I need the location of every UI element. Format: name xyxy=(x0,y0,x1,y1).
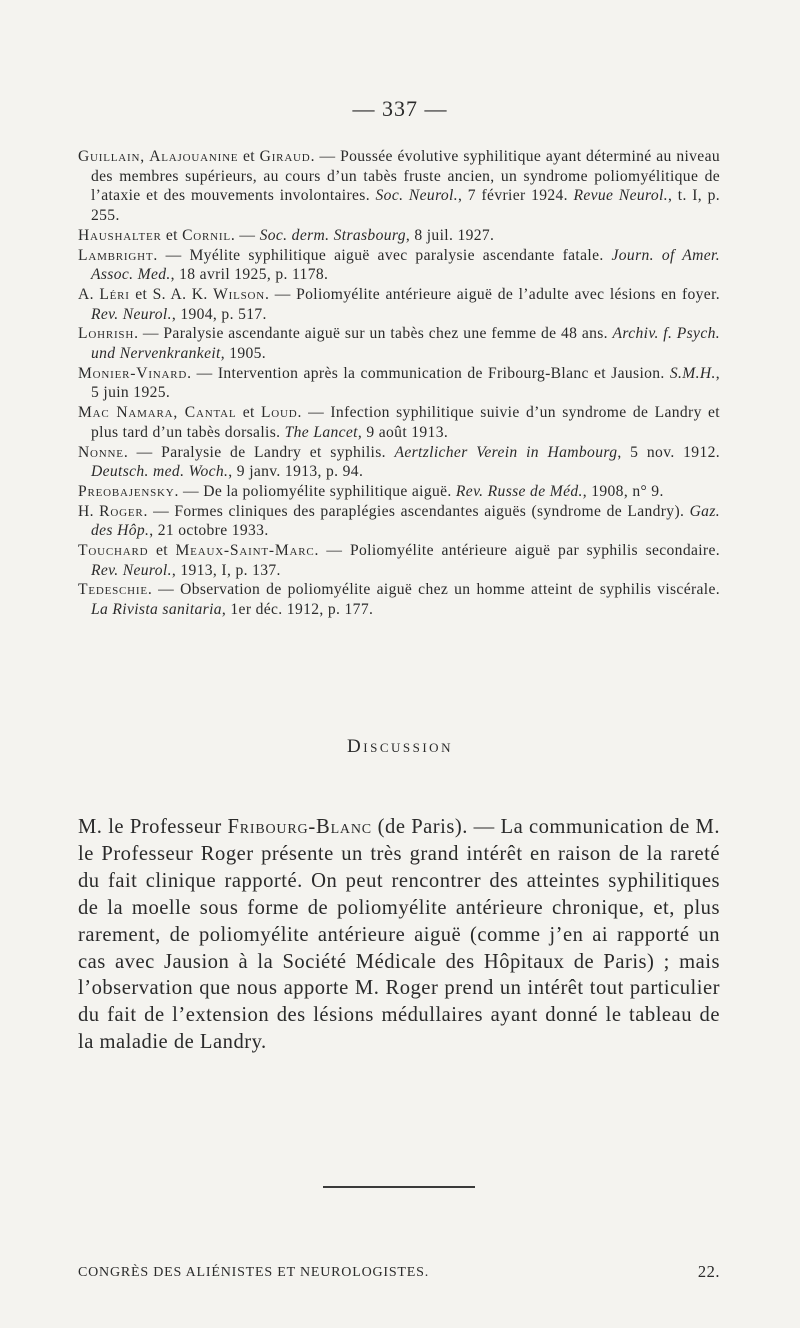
ref-author: Tedeschie xyxy=(78,581,148,599)
ref-text: , 18 avril 1925, p. 1178. xyxy=(170,266,329,284)
ref-text: , 7 février 1924. xyxy=(458,187,574,205)
ref-author: Lohrish xyxy=(78,325,135,343)
ref-text: , 21 octobre 1933. xyxy=(149,522,269,540)
reference-item xyxy=(78,403,720,442)
ref-text: , t. I, p. 255. xyxy=(91,187,720,225)
ref-text: . — Paralysie ascendante aiguë sur un tabès chez une femme de 48 ans. xyxy=(134,325,613,343)
ref-text: . — Poussée évolutive syphilitique ayant déterminé au niveau des membres supérieurs, au cours d’un tabès fruste ancien, un syndrome poliomyélitique de l’ataxie et des mouvements involontaires. xyxy=(91,148,720,205)
ref-text: . — Observation de poliomyélite aiguë chez un homme atteint de syphilis viscérale. xyxy=(147,581,720,599)
ref-text: . — Formes cliniques des paraplégies ascendantes aiguës (syndrome de Landry). xyxy=(143,502,690,520)
ref-author: Nonne xyxy=(78,443,124,461)
reference-item xyxy=(78,285,720,324)
ref-text: . — Poliomyélite antérieure aiguë de l’adulte avec lésions en foyer. xyxy=(265,285,720,303)
ref-author: Meaux-Saint-Marc xyxy=(175,542,315,560)
ref-journal: Journ. of Amer. Assoc. Med. xyxy=(91,246,720,284)
ref-text: . — Intervention après la communication de Fribourg-Blanc et Jausion. xyxy=(187,364,670,382)
discussion-speaker: Fribourg-Blanc xyxy=(227,816,372,838)
ref-text: . — Poliomyélite antérieure aiguë par syphilis secondaire. xyxy=(314,542,720,560)
reference-item xyxy=(78,364,720,403)
ref-text: . — De la poliomyélite syphilitique aiguë. xyxy=(174,482,456,500)
reference-item xyxy=(78,147,720,226)
ref-journal: Gaz. des Hôp. xyxy=(91,502,720,540)
reference-list xyxy=(78,147,720,620)
ref-text: , 5 nov. 1912. xyxy=(617,443,720,461)
ref-journal: Soc. derm. Strasbourg xyxy=(259,226,406,244)
ref-author: Roger xyxy=(99,502,144,520)
discussion-body: (de Paris). — La communication de M. le Professeur Roger présente un très grand intérêt en raison de la rareté du fait clinique rapporté. On peut rencontrer des atteintes syphilitiques de la moelle sous forme de poliomyélite antérieure chronique, et, plus rarement, de poliomyélite antérieure aiguë (comme j’en ai rapporté un cas avec Jausion à la Société Médicale des Hôpitaux de Paris) ; mais l’observation que nous apporte M. Roger prend un intérêt tout particulier du fait de l’extension des lésions médullaires ayant donné le tableau de la maladie de Landry. xyxy=(78,816,720,1054)
ref-text: et xyxy=(161,226,183,244)
discussion-paragraph xyxy=(78,814,720,1056)
reference-item xyxy=(78,482,720,502)
ref-journal: Revue Neurol. xyxy=(573,187,668,205)
reference-item xyxy=(78,541,720,580)
ref-text: et S. A. K. xyxy=(129,285,214,303)
ref-text: . — Paralysie de Landry et syphilis. xyxy=(123,443,395,461)
ref-journal: The Lancet xyxy=(284,423,358,441)
ref-text: , 1913, I, p. 137. xyxy=(171,561,281,579)
ref-author: Mac Namara, Cantal xyxy=(78,404,237,422)
section-title: Discussion xyxy=(347,736,453,757)
reference-item xyxy=(78,246,720,285)
ref-author: Lambright xyxy=(78,246,154,264)
reference-item xyxy=(78,443,720,482)
ref-text: , 9 janv. 1913, p. 94. xyxy=(228,463,364,481)
footer-running-title: CONGRÈS DES ALIÉNISTES ET NEUROLOGISTES. xyxy=(78,1265,430,1280)
reference-item xyxy=(78,580,720,619)
ref-author: Monier-Vinard xyxy=(78,364,188,382)
ref-text: . — Myélite syphilitique aiguë avec paralysie ascendante fatale. xyxy=(153,246,612,264)
ref-text: H. xyxy=(78,502,100,520)
reference-item xyxy=(78,324,720,363)
ref-author: Loud xyxy=(260,404,298,422)
ref-text: A. xyxy=(78,285,100,303)
ref-journal: Archiv. f. Psych. und Nervenkrankeit xyxy=(91,325,720,363)
ref-journal: Deutsch. med. Woch. xyxy=(91,463,229,481)
ref-text: , 8 juil. 1927. xyxy=(405,226,495,244)
ref-text: , 1904, p. 517. xyxy=(171,305,267,323)
ref-author: Preobajensky xyxy=(78,482,175,500)
section-divider xyxy=(323,1186,475,1188)
ref-journal: La Rivista sanitaria xyxy=(91,601,222,619)
ref-text: et xyxy=(238,148,260,165)
ref-text: . — Infection syphilitique suivie d’un syndrome de Landry et plus tard d’un tabès dorsalis. xyxy=(91,404,720,441)
ref-text: , 1908, n° 9. xyxy=(582,482,664,500)
ref-text: , 5 juin 1925. xyxy=(91,364,720,402)
reference-item xyxy=(78,502,720,541)
page-number: — 337 — xyxy=(352,96,448,121)
ref-author: Touchard xyxy=(78,542,149,560)
ref-author: Guillain, Alajouanine xyxy=(78,148,239,165)
ref-text: , 1er déc. 1912, p. 177. xyxy=(221,601,374,619)
ref-text: . — xyxy=(230,226,260,244)
discussion-lead: M. le Professeur xyxy=(78,816,228,838)
ref-journal: Aertzlicher Verein in Hambourg xyxy=(394,443,618,461)
ref-text: et xyxy=(236,404,261,422)
footer-signature-mark: 22. xyxy=(697,1262,720,1281)
ref-journal: Soc. Neurol. xyxy=(375,187,458,205)
ref-author: Léri xyxy=(99,285,130,303)
ref-journal: Rev. Russe de Méd. xyxy=(455,482,583,500)
ref-text: , 1905. xyxy=(220,345,267,363)
ref-author: Cornil xyxy=(182,226,231,244)
ref-journal: Rev. Neurol. xyxy=(91,561,172,579)
ref-author: Wilson xyxy=(213,285,266,303)
ref-author: Giraud xyxy=(259,148,311,165)
ref-text: , 9 août 1913. xyxy=(357,423,449,441)
ref-text: et xyxy=(148,542,176,560)
ref-author: Haushalter xyxy=(78,226,162,244)
ref-journal: Rev. Neurol. xyxy=(91,305,172,323)
reference-item xyxy=(78,226,720,246)
ref-journal: S.M.H. xyxy=(669,364,716,382)
